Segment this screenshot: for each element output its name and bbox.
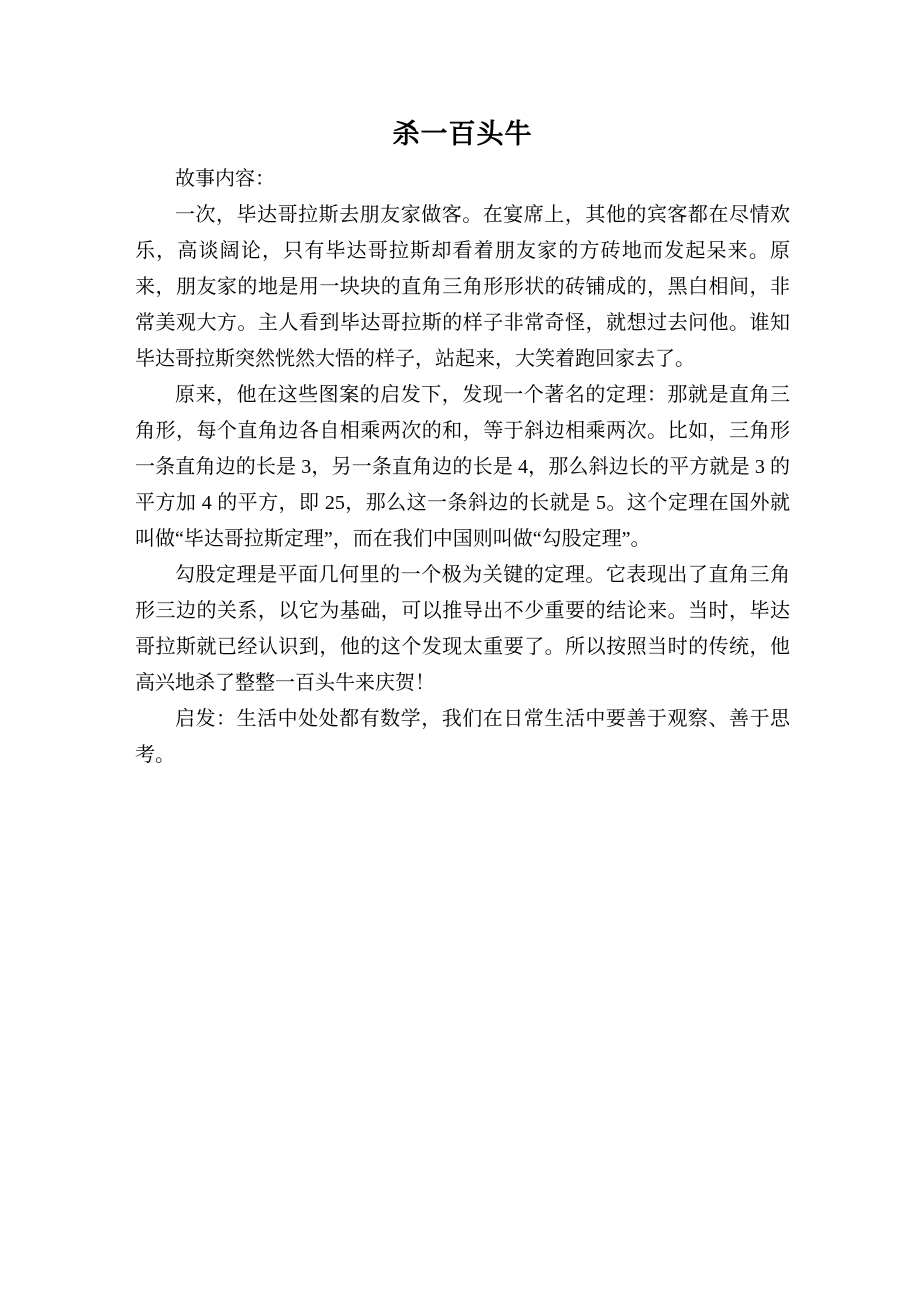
paragraph-story-intro: 一次，毕达哥拉斯去朋友家做客。在宴席上，其他的宾客都在尽情欢乐，高谈阔论，只有毕达哥拉斯却看着朋友家的方砖地而发起呆来。原来，朋友家的地是用一块块的直角三角形形状的砖铺成的，黑白相间，非常美观大方。主人看到毕达哥拉斯的样子非常奇怪，就想过去问他。谁知毕达哥拉斯突然恍然大悟的样子，站起来，大笑着跑回家去了。 <box>135 204 790 370</box>
paragraph-story-label: 故事内容： <box>175 168 275 190</box>
paragraph-celebration: 勾股定理是平面几何里的一个极为关键的定理。它表现出了直角三角形三边的关系，以它为基础，可以推导出不少重要的结论来。当时，毕达哥拉斯就已经认识到，他的这个发现太重要了。所以按照当时的传统，他高兴地杀了整整一百头牛来庆贺！ <box>135 564 790 694</box>
document-title: 杀一百头牛 <box>392 119 533 149</box>
paragraph-theorem-discovery: 原来，他在这些图案的启发下，发现一个著名的定理：那就是直角三角形，每个直角边各自相乘两次的和，等于斜边相乘两次。比如，三角形一条直角边的长是 3，另一条直角边的长是 4，那么斜边长的平方就是 3 的平方加 4 的平方，即 25，那么这一条斜边的长就是 5。这个定理在国外就叫做“毕达哥拉斯定理”，而在我们中国则叫做“勾股定理”。 <box>135 384 790 550</box>
document-body <box>135 113 790 773</box>
paragraph-takeaway: 启发：生活中处处都有数学，我们在日常生活中要善于观察、善于思考。 <box>135 708 790 766</box>
